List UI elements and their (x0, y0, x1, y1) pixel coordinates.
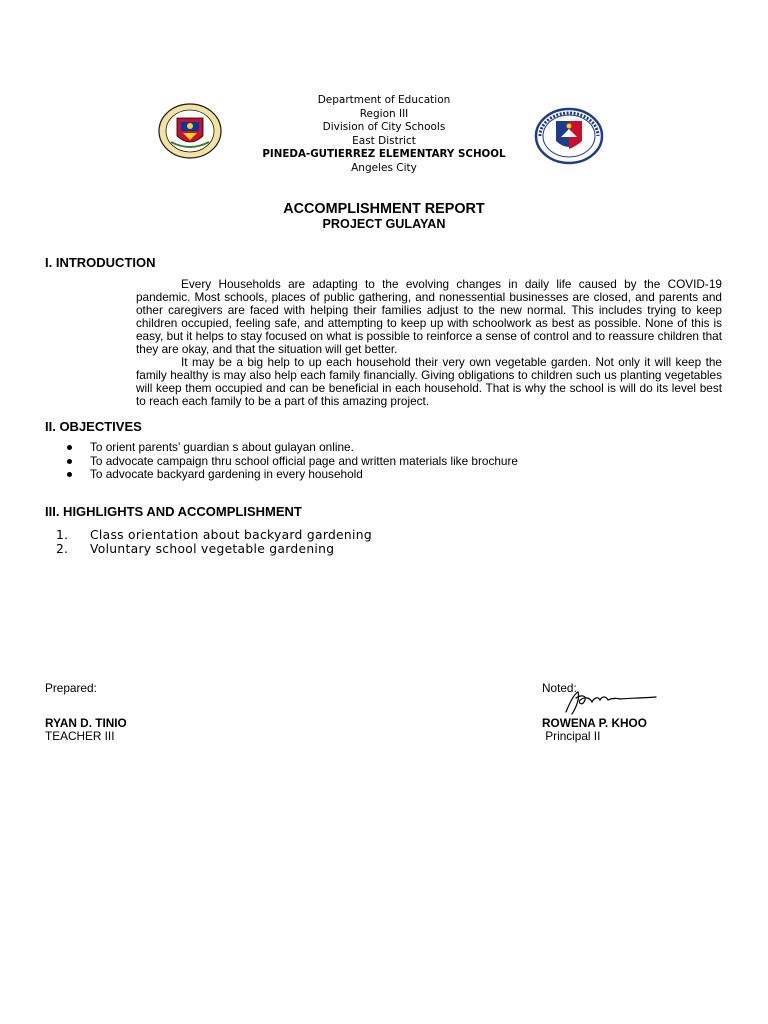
objectives-list (90, 441, 518, 482)
region-line: Region III (359, 107, 409, 120)
list-item: To advocate campaign thru school official page and written materials like brochure (90, 455, 518, 469)
list-item: 1. Class orientation about backyard gardening (56, 528, 372, 542)
introduction-paragraph: Every Households are adapting to the evolving changes in daily life caused by the COVID-19 pandemic. Most schools, places of public gathering, and nonessential businesses are closed, and parents and other caregivers are faced with helping their families adjust to the new normal. This includes trying to keep children occupied, feeling safe, and attempting to keep up with schoolwork as best as possible. None of this is easy, but it helps to stay focused on what is possible to reinforce a sense of control and to reassure children that they are okay, and that the situation will get better. (136, 277, 722, 356)
department-line: Department of Education (317, 94, 451, 106)
prepared-title: TEACHER III (45, 729, 115, 743)
bullet-icon (67, 445, 72, 450)
report-subtitle: PROJECT GULAYAN (322, 217, 446, 231)
prepared-label: Prepared: (45, 681, 97, 695)
division-line: Division of City Schools (322, 121, 446, 134)
school-logo (157, 102, 223, 160)
noted-title: Principal II (542, 729, 601, 743)
bullet-icon (67, 472, 72, 477)
letterhead (234, 94, 534, 176)
list-item: 2. Voluntary school vegetable gardening (56, 542, 335, 556)
introduction-paragraph: It may be a big help to up each household their very own vegetable garden. Not only it will keep the family healthy is may also help each family financially. Giving obligations to children such us planting vegetables will keep them occupied and can be beneficial in each household. That is why the school is will do its level best to reach each family to be a part of this amazing project. (136, 355, 722, 408)
highlights-list (56, 528, 372, 556)
objectives-heading: II. OBJECTIVES (45, 419, 142, 434)
introduction-heading: I. INTRODUCTION (45, 255, 156, 270)
noted-label: Noted: (542, 681, 577, 695)
city-line: Angeles City (351, 161, 417, 174)
list-item: To advocate backyard gardening in every household (90, 468, 518, 482)
list-item: To orient parents’ guardian s about gulayan online. (90, 441, 518, 455)
bullet-icon (67, 459, 72, 464)
deped-logo (534, 107, 604, 165)
highlights-heading: III. HIGHLIGHTS AND ACCOMPLISHMENT (45, 504, 302, 519)
noted-name: ROWENA P. KHOO (542, 716, 647, 730)
principal-signature (560, 686, 660, 718)
school-name: PINEDA-GUTIERREZ ELEMENTARY SCHOOL (262, 148, 506, 161)
report-title: ACCOMPLISHMENT REPORT (283, 201, 485, 217)
prepared-name: RYAN D. TINIO (45, 716, 127, 730)
district-line: East District (352, 134, 416, 147)
introduction-body (136, 278, 722, 408)
